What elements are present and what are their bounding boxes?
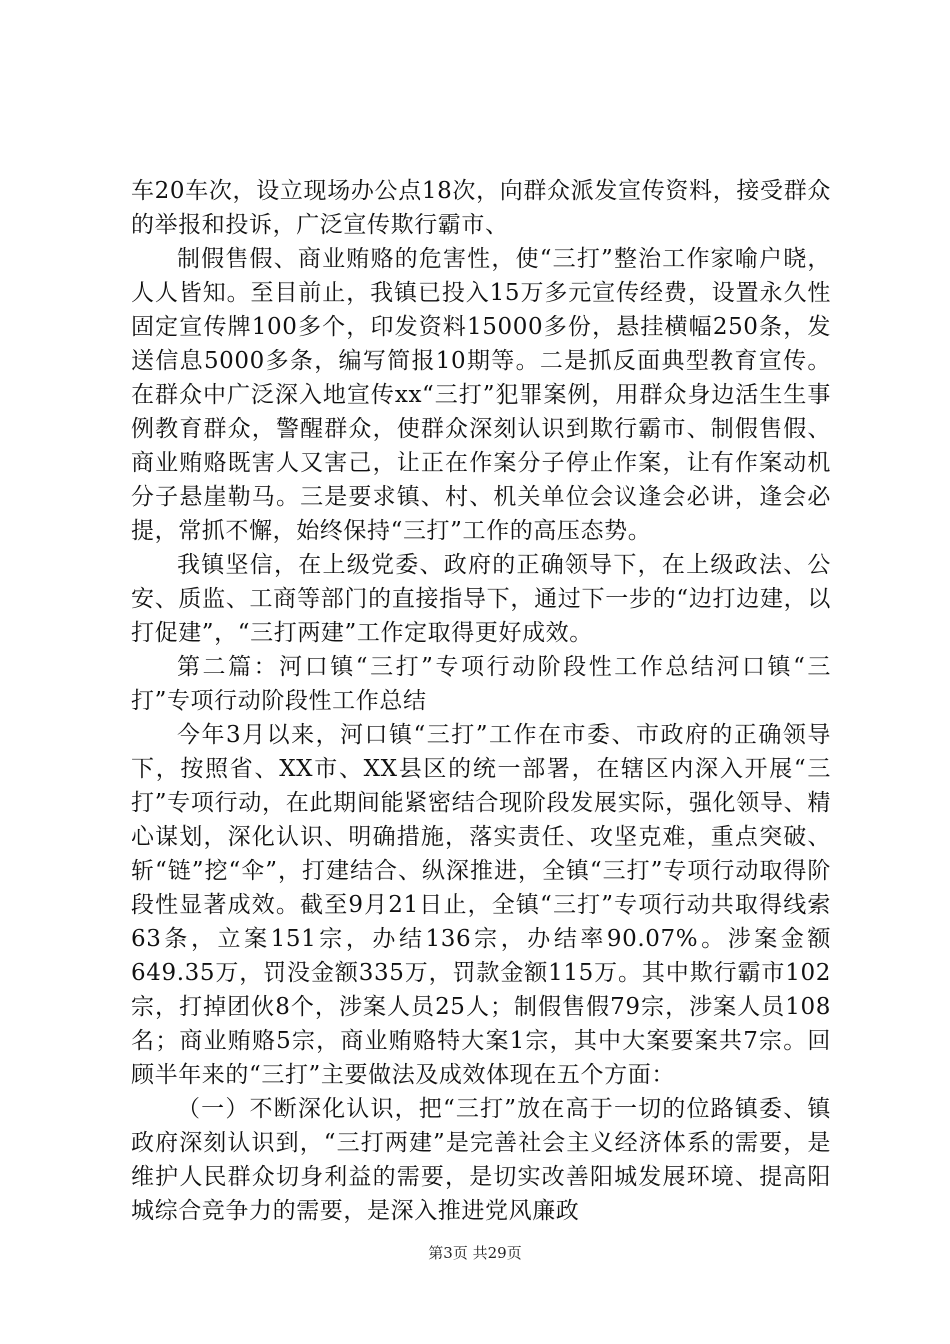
paragraph-continuation: 车20车次，设立现场办公点18次，向群众派发宣传资料，接受群众的举报和投诉，广泛宣传欺行霸市、 — [131, 178, 831, 238]
section-heading-second: 第二篇：河口镇“三打”专项行动阶段性工作总结河口镇“三打”专项行动阶段性工作总结 — [131, 654, 831, 714]
paragraph-point-one: （一）不断深化认识，把“三打”放在高于一切的位路镇委、镇政府深刻认识到，“三打两建”是完善社会主义经济体系的需要，是维护人民群众切身利益的需要，是切实改善阳城发展环境、提高阳城综合竞争力的需要，是深入推进党风廉政 — [131, 1096, 831, 1224]
document-body — [131, 174, 831, 1228]
paragraph-summary: 今年3月以来，河口镇“三打”工作在市委、市政府的正确领导下，按照省、XX市、XX县区的统一部署，在辖区内深入开展“三打”专项行动，在此期间能紧密结合现阶段发展实际，强化领导、精心谋划，深化认识、明确措施，落实责任、攻坚克难，重点突破、斩“链”挖“伞”，打建结合、纵深推进，全镇“三打”专项行动取得阶段性显著成效。截至9月21日止，全镇“三打”专项行动共取得线索63条，立案151宗，办结136宗，办结率90.07%。涉案金额649.35万，罚没金额335万，罚款金额115万。其中欺行霸市102宗，打掉团伙8个，涉案人员25人；制假售假79宗，涉案人员108名；商业贿赂5宗，商业贿赂特大案1宗，其中大案要案共7宗。回顾半年来的“三打”主要做法及成效体现在五个方面： — [131, 722, 831, 1088]
paragraph-publicity: 制假售假、商业贿赂的危害性，使“三打”整治工作家喻户晓，人人皆知。至目前止，我镇已投入15万多元宣传经费，设置永久性固定宣传牌100多个，印发资料15000多份，悬挂横幅250条，发送信息5000多条，编写简报10期等。二是抓反面典型教育宣传。在群众中广泛深入地宣传xx“三打”犯罪案例，用群众身边活生生事例教育群众，警醒群众，使群众深刻认识到欺行霸市、制假售假、商业贿赂既害人又害己，让正在作案分子停止作案，让有作案动机分子悬崖勒马。三是要求镇、村、机关单位会议逢会必讲，逢会必提，常抓不懈，始终保持“三打”工作的高压态势。 — [131, 246, 831, 544]
paragraph-conclusion: 我镇坚信，在上级党委、政府的正确领导下，在上级政法、公安、质监、工商等部门的直接指导下，通过下一步的“边打边建，以打促建”，“三打两建”工作定取得更好成效。 — [131, 552, 831, 646]
page-number: 第3页 共29页 — [428, 1244, 522, 1262]
